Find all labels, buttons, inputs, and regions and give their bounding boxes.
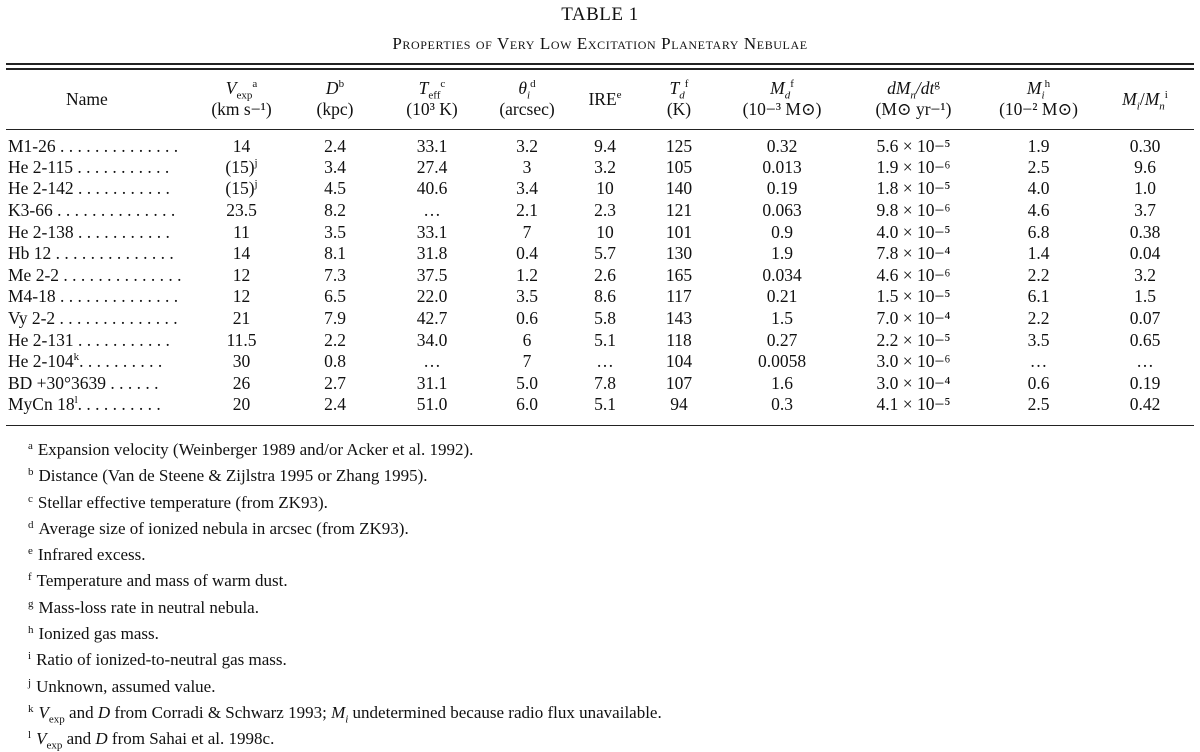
md-symbol: M [770, 78, 785, 98]
ire-symbol: IRE [588, 88, 617, 109]
ire-cell: 5.1 [594, 394, 616, 415]
vexp-value: 11.5 [226, 329, 257, 350]
ratio-cell: … [1136, 351, 1154, 372]
teff-cell: 33.1 [416, 221, 448, 242]
col-header-mi [981, 70, 1096, 128]
theta-cell: 5.0 [516, 372, 538, 393]
md-cell: 0.063 [762, 199, 802, 220]
col-header-teff [380, 70, 484, 128]
col-header-theta [484, 70, 570, 128]
name-footnote-mark: l [74, 394, 78, 407]
vexp-value: 11 [233, 221, 250, 242]
object-name: He 2-115 . . . . . . . . . . . [8, 156, 170, 177]
table-row [8, 156, 1194, 178]
mi-cell: 4.0 [1027, 178, 1050, 199]
td-cell: 140 [665, 178, 693, 199]
col-header-massloss [846, 70, 981, 128]
ire-cell: 5.7 [594, 243, 616, 264]
table-row [8, 329, 1194, 351]
object-name: Me 2-2 . . . . . . . . . . . . . . [8, 264, 182, 285]
teff-sub: eff [428, 89, 441, 102]
distance-cell: 2.7 [324, 372, 346, 393]
footnote-text: Distance (Van de Steene & Zijlstra 1995 or Zhang 1995). [38, 466, 428, 486]
ratio-symbol-1: M [1122, 88, 1137, 109]
massloss-unit: (M⊙ yr−¹) [875, 99, 952, 119]
name-cell [8, 264, 193, 286]
theta-cell: 3 [522, 156, 532, 177]
ratio-cell: 0.19 [1129, 372, 1161, 393]
massloss-cell: 7.0 × 10−⁴ [876, 307, 951, 328]
distance-cell: 8.1 [324, 243, 346, 264]
vexp-cell [193, 178, 290, 200]
vexp-cell [193, 286, 290, 308]
distance-cell: 2.4 [324, 136, 346, 156]
table-row [8, 307, 1194, 329]
footnote-text: and [64, 702, 98, 722]
mi-unit: (10−² M⊙) [999, 99, 1078, 119]
vexp-value: 12 [232, 286, 251, 307]
teff-unit: (10³ K) [406, 99, 458, 119]
theta-cell: 1.2 [516, 264, 538, 285]
ratio-mark: i [1164, 88, 1168, 101]
mi-mark: h [1044, 78, 1051, 91]
massloss-mark: g [934, 78, 940, 91]
object-name: M1-26 . . . . . . . . . . . . . . [8, 136, 179, 156]
object-name: BD +30°3639 . . . . . . [8, 372, 159, 393]
ratio-cell: 0.04 [1129, 243, 1161, 264]
footnote-symbol: V [36, 729, 47, 749]
td-cell: 143 [665, 307, 693, 328]
ire-cell: 2.3 [594, 199, 616, 220]
distance-cell: 7.9 [324, 307, 346, 328]
teff-cell: … [423, 199, 441, 220]
ire-cell: 7.8 [594, 372, 616, 393]
md-cell: 0.013 [762, 156, 802, 177]
footnote-mark: f [28, 571, 32, 584]
mi-cell: 2.5 [1027, 156, 1050, 177]
theta-cell: 7 [522, 221, 532, 242]
ratio-slash: / [1139, 88, 1145, 109]
vexp-sub: exp [236, 89, 253, 102]
footnote [28, 593, 1188, 619]
footnote [28, 672, 1188, 698]
teff-cell: 51.0 [416, 394, 448, 415]
table-row [8, 264, 1194, 286]
ire-cell: 3.2 [594, 156, 616, 177]
td-cell: 104 [665, 351, 693, 372]
table-caption: Properties of Very Low Excitation Planetary Nebulae [392, 34, 808, 53]
mi-cell: 3.5 [1027, 329, 1050, 350]
ratio-cell: 0.30 [1129, 136, 1161, 156]
mi-cell: 2.2 [1027, 264, 1050, 285]
td-cell: 94 [670, 394, 688, 415]
ratio-symbol-2: M [1144, 88, 1160, 109]
name-cell [8, 128, 193, 156]
mi-cell: 2.2 [1027, 307, 1050, 328]
td-cell: 118 [666, 329, 692, 350]
md-cell: 1.5 [771, 307, 793, 328]
footnote-mark: l [28, 729, 32, 742]
ratio-cell: 0.42 [1129, 394, 1161, 415]
theta-mark: d [530, 78, 536, 91]
td-unit: (K) [666, 99, 692, 119]
teff-mark: c [440, 78, 446, 91]
table-row [8, 178, 1194, 200]
teff-cell: 33.1 [416, 136, 448, 156]
vexp-cell [193, 199, 290, 221]
teff-cell: … [423, 351, 441, 372]
ratio-cell: 1.5 [1134, 286, 1156, 307]
td-mark: f [684, 78, 689, 91]
td-cell: 121 [665, 199, 693, 220]
theta-symbol: θ [518, 78, 528, 98]
ire-cell: 5.1 [594, 329, 616, 350]
name-footnote-mark: k [73, 351, 80, 364]
table-row [8, 350, 1194, 372]
massloss-symbol: dM [887, 78, 911, 98]
theta-cell: 3.5 [516, 286, 538, 307]
distance-unit: (kpc) [316, 99, 354, 119]
ratio-cell: 3.7 [1134, 199, 1156, 220]
name-cell [8, 307, 193, 329]
vexp-cell [193, 264, 290, 286]
footnote [28, 619, 1188, 645]
footnote-mark: k [28, 702, 34, 715]
vexp-cell [193, 128, 290, 156]
vexp-value: 30 [232, 351, 251, 372]
table-row [8, 128, 1194, 156]
massloss-cell: 2.2 × 10−⁵ [876, 329, 951, 350]
footnote-symbol: V [38, 702, 49, 722]
md-cell: 0.21 [766, 286, 798, 307]
table-row [8, 221, 1194, 243]
distance-cell: 0.8 [324, 351, 346, 372]
mi-cell: 2.5 [1027, 394, 1050, 415]
vexp-value: 20 [232, 394, 251, 415]
col-header-md [718, 70, 846, 128]
teff-cell: 22.0 [416, 286, 448, 307]
ratio-cell: 0.65 [1129, 329, 1161, 350]
col-header-td [640, 70, 718, 128]
vexp-footnote-mark: j [254, 178, 258, 191]
object-name: He 2-104 [8, 351, 74, 372]
teff-cell: 37.5 [416, 264, 448, 285]
vexp-value: 14 [232, 136, 251, 156]
distance-cell: 3.5 [324, 221, 346, 242]
theta-cell: 0.6 [516, 307, 538, 328]
md-cell: 1.6 [771, 372, 793, 393]
name-cell [8, 199, 193, 221]
theta-cell: 3.4 [516, 178, 538, 199]
footnote-mark: h [28, 624, 34, 637]
object-name: K3-66 . . . . . . . . . . . . . . [8, 199, 176, 220]
footnote-text: Ionized gas mass. [38, 624, 159, 644]
footnote-mark: d [28, 518, 34, 531]
footnote [28, 461, 1188, 487]
col-header-name-text: Name [66, 88, 108, 109]
distance-cell: 3.4 [324, 156, 346, 177]
mi-cell: … [1029, 351, 1048, 372]
header-row [8, 70, 1194, 128]
ratio-sub-2: n [1159, 100, 1165, 112]
table-row [8, 242, 1194, 264]
footnote-mark: b [28, 466, 34, 479]
md-cell: 0.034 [762, 264, 802, 285]
ire-cell: 8.6 [594, 286, 616, 307]
footnote-subscript: exp [46, 739, 63, 752]
object-name: He 2-142 . . . . . . . . . . . [8, 178, 170, 199]
footnote-text: Expansion velocity (Weinberger 1989 and/or Acker et al. 1992). [37, 440, 474, 459]
vexp-cell [193, 372, 290, 394]
ire-cell: 5.8 [594, 307, 616, 328]
massloss-cell: 9.8 × 10−⁶ [876, 199, 951, 220]
theta-cell: 3.2 [516, 136, 538, 156]
ire-mark: e [616, 88, 622, 101]
md-cell: 0.9 [771, 221, 793, 242]
object-name: He 2-138 . . . . . . . . . . . [8, 221, 170, 242]
mi-symbol: M [1026, 78, 1042, 98]
md-cell: 0.27 [766, 329, 798, 350]
md-mark: f [790, 78, 794, 91]
vexp-cell [193, 394, 290, 416]
teff-cell: 31.8 [416, 243, 448, 264]
theta-sub: i [527, 89, 531, 102]
object-name: He 2-131 . . . . . . . . . . . [8, 329, 170, 350]
theta-cell: 2.1 [516, 199, 538, 220]
distance-cell: 6.5 [324, 286, 346, 307]
md-unit: (10−³ M⊙) [742, 99, 822, 119]
ire-cell: … [596, 351, 614, 372]
mi-cell: 6.8 [1027, 221, 1050, 242]
mi-cell: 1.9 [1027, 136, 1050, 156]
td-cell: 107 [665, 372, 693, 393]
table-row [8, 394, 1194, 416]
col-header-ire [570, 70, 640, 128]
footnote-text: Ratio of ionized-to-neutral gas mass. [36, 650, 287, 670]
md-sub: d [784, 89, 791, 102]
teff-cell: 34.0 [416, 329, 448, 350]
vexp-unit: (km s−¹) [211, 99, 272, 119]
name-cell [8, 221, 193, 243]
vexp-value: 26 [232, 372, 251, 393]
footnote [28, 724, 1188, 750]
massloss-cell: 3.0 × 10−⁶ [876, 351, 951, 372]
vexp-cell [193, 156, 290, 178]
name-cell [8, 178, 193, 200]
teff-cell: 42.7 [416, 307, 448, 328]
md-cell: 0.3 [771, 394, 793, 415]
ire-cell: 10 [596, 178, 614, 199]
td-cell: 105 [665, 156, 693, 177]
mi-cell: 0.6 [1027, 372, 1050, 393]
footnote-mark: a [28, 440, 33, 452]
object-name: Vy 2-2 . . . . . . . . . . . . . . [8, 307, 178, 328]
footnote [28, 435, 1188, 461]
vexp-value: (15) [225, 178, 255, 199]
footnote-text: Stellar effective temperature (from ZK93). [37, 492, 328, 512]
td-cell: 130 [665, 243, 693, 264]
vexp-cell [193, 307, 290, 329]
table-row [8, 286, 1194, 308]
vexp-mark: a [252, 78, 258, 91]
distance-cell: 4.5 [324, 178, 346, 199]
footnote-text: Unknown, assumed value. [36, 676, 216, 696]
name-cell [8, 329, 193, 351]
footnote-mark: g [28, 597, 34, 610]
footnote-text: from Corradi & Schwarz 1993; [110, 702, 332, 722]
teff-cell: 27.4 [416, 156, 448, 177]
table-row [8, 199, 1194, 221]
td-cell: 165 [665, 264, 693, 285]
footnote-symbol: D [95, 729, 108, 749]
vexp-footnote-mark: j [254, 156, 258, 169]
theta-unit: (arcsec) [499, 99, 555, 119]
vexp-value: 23.5 [226, 199, 257, 220]
object-name: Hb 12 . . . . . . . . . . . . . . [8, 243, 174, 264]
object-name: M4-18 . . . . . . . . . . . . . . [8, 286, 179, 307]
col-header-vexp [193, 70, 290, 128]
theta-cell: 6 [522, 329, 532, 350]
ratio-cell: 1.0 [1134, 178, 1156, 199]
massloss-sub: n [910, 89, 916, 102]
name-cell [8, 286, 193, 308]
massloss-cell: 4.0 × 10−⁵ [876, 221, 951, 242]
footnote-symbol: D [97, 702, 111, 722]
massloss-cell: 4.6 × 10−⁶ [876, 264, 951, 285]
footnote [28, 645, 1188, 671]
vexp-symbol: V [225, 78, 237, 98]
teff-cell: 40.6 [416, 178, 448, 199]
ratio-cell: 0.07 [1129, 307, 1161, 328]
theta-cell: 7 [522, 351, 532, 372]
md-cell: 0.19 [766, 178, 798, 199]
name-cell [8, 242, 193, 264]
ire-cell: 9.4 [594, 136, 616, 156]
vexp-cell [193, 350, 290, 372]
col-header-name [8, 70, 193, 128]
td-cell: 117 [666, 286, 692, 307]
footnote-text: and [62, 729, 96, 749]
teff-cell: 31.1 [416, 372, 448, 393]
ratio-cell: 3.2 [1134, 264, 1156, 285]
theta-cell: 0.4 [516, 243, 538, 264]
massloss-cell: 7.8 × 10−⁴ [876, 243, 951, 264]
massloss-cell: 1.9 × 10−⁶ [876, 156, 951, 177]
data-table [8, 70, 1194, 415]
ire-cell: 10 [596, 221, 614, 242]
vexp-value: 14 [232, 243, 251, 264]
footnote-text: Mass-loss rate in neutral nebula. [38, 597, 259, 617]
footnote-mark: e [28, 545, 33, 558]
footnote [28, 540, 1188, 566]
vexp-cell [193, 329, 290, 351]
ratio-cell: 0.38 [1129, 221, 1161, 242]
massloss-cell: 4.1 × 10−⁵ [876, 394, 951, 415]
col-header-distance [290, 70, 380, 128]
massloss-cell: 3.0 × 10−⁴ [876, 372, 951, 393]
mi-cell: 1.4 [1027, 243, 1050, 264]
vexp-value: 21 [232, 307, 251, 328]
footnote-text: Infrared excess. [37, 545, 146, 565]
distance-cell: 7.3 [324, 264, 346, 285]
footnote-mark: c [28, 492, 33, 505]
massloss-cell: 1.8 × 10−⁵ [876, 178, 951, 199]
distance-cell: 8.2 [324, 199, 346, 220]
massloss-cell: 1.5 × 10−⁵ [876, 286, 951, 307]
name-cell [8, 350, 193, 372]
name-cell [8, 394, 193, 416]
leader-dots: . . . . . . . . . . [77, 394, 161, 415]
md-cell: 1.9 [771, 243, 793, 264]
mi-cell: 6.1 [1027, 286, 1050, 307]
table-label: TABLE 1 [561, 4, 639, 25]
footnote-symbol: M [331, 702, 346, 722]
footnote-text: Temperature and mass of warm dust. [36, 571, 288, 591]
massloss-cell: 5.6 × 10−⁵ [876, 136, 951, 156]
col-header-ratio [1096, 70, 1194, 128]
name-cell [8, 156, 193, 178]
distance-cell: 2.2 [324, 329, 346, 350]
footnote-text: Average size of ionized nebula in arcsec (from ZK93). [38, 518, 409, 538]
footnote-text: from Sahai et al. 1998c. [107, 729, 275, 749]
distance-cell: 2.4 [324, 394, 346, 415]
md-cell: 0.0058 [757, 351, 807, 372]
leader-dots: . . . . . . . . . . [79, 351, 163, 372]
theta-cell: 6.0 [516, 394, 538, 415]
vexp-cell [193, 221, 290, 243]
teff-symbol: T [418, 78, 429, 98]
vexp-value: 12 [232, 264, 251, 285]
footnote [28, 488, 1188, 514]
mi-cell: 4.6 [1027, 199, 1050, 220]
td-cell: 101 [665, 221, 693, 242]
footnote-text: undetermined because radio flux unavailable. [348, 702, 662, 722]
table-row [8, 372, 1194, 394]
distance-symbol: D [325, 78, 339, 98]
td-sub: d [679, 89, 685, 102]
massloss-tail: /dt [915, 78, 935, 98]
ratio-cell: 9.6 [1134, 156, 1156, 177]
mi-sub: i [1041, 89, 1045, 102]
table-body [8, 128, 1194, 415]
distance-mark: b [338, 78, 345, 91]
name-cell [8, 372, 193, 394]
footnote-mark: j [28, 676, 32, 689]
ratio-sub-1: i [1136, 100, 1140, 112]
object-name: MyCn 18 [8, 394, 75, 415]
footnote [28, 514, 1188, 540]
footnote [28, 698, 1188, 724]
td-cell: 125 [665, 136, 693, 156]
md-cell: 0.32 [766, 136, 798, 156]
vexp-cell [193, 242, 290, 264]
top-rule [6, 63, 1194, 65]
footnotes [28, 435, 1188, 751]
footnote [28, 566, 1188, 592]
td-symbol: T [669, 78, 680, 98]
footnote-mark: i [28, 650, 32, 663]
bottom-rule [6, 425, 1194, 426]
vexp-value: (15) [225, 156, 255, 177]
footnote-subscript: exp [48, 713, 65, 726]
ire-cell: 2.6 [594, 264, 616, 285]
footnote-subscript: i [345, 713, 349, 726]
